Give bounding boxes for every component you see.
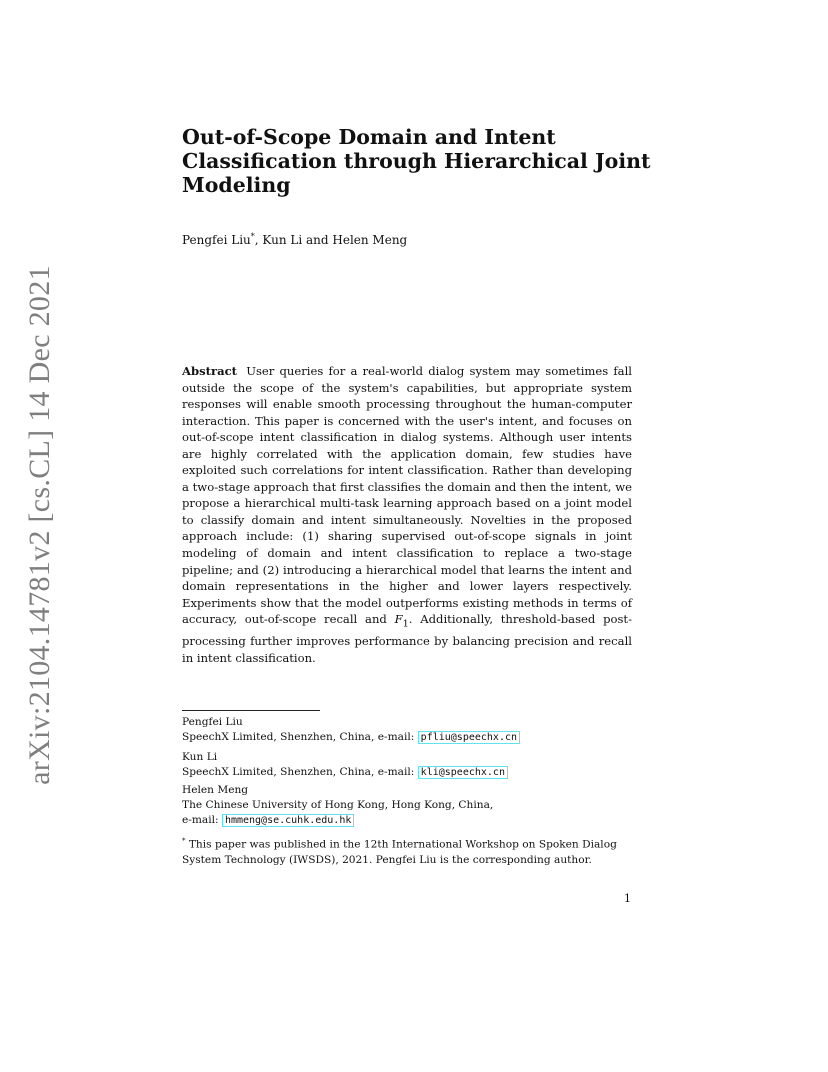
affiliation-2 [182,750,508,780]
page-number: 1 [624,892,631,905]
paper-title: Out-of-Scope Domain and Intent Classification through Hierarchical Joint Modeling [182,125,651,197]
affiliation-org: SpeechX Limited, Shenzhen, China, e-mail: [182,731,418,743]
affiliation-email-line [182,813,493,828]
footnote [182,834,634,868]
affiliation-name: Helen Meng [182,784,249,796]
affiliation-org: The Chinese University of Hong Kong, Hong Kong, China, [182,799,494,811]
footnote-mark: * [182,837,186,845]
affiliation-org-line [182,730,520,745]
affiliation-org: SpeechX Limited, Shenzhen, China, e-mail: [182,766,418,778]
abstract-label: Abstract [182,364,238,378]
author-list [182,229,407,248]
email-link[interactable]: pfliu@speechx.cn [418,731,520,744]
affiliation-name: Pengfei Liu [182,716,243,728]
affiliation-name: Kun Li [182,751,218,763]
abstract-text-end: . Additionally, threshold-based post-processing further improves performance by balancing precision and recall in intent classification. [182,612,632,665]
footnote-rule [182,710,320,711]
arxiv-stamp [18,265,62,785]
abstract [182,363,632,666]
corresponding-mark: * [250,232,255,241]
affiliation-3 [182,783,493,828]
f1-symbol: F [394,612,403,627]
abstract-text: User queries for a real-world dialog system may sometimes fall outside the scope of the system's capabilities, but appropriate system responses will enable smooth processing throughout the human-computer interaction. This paper is concerned with the user's intent, and focuses on out-of-scope intent classification in dialog systems. Although user intents are highly correlated with the application domain, few studies have exploited such correlations for intent classification. Rather than developing a two-stage approach that first classifies the domain and then the intent, we propose a hierarchical multi-task learning approach based on a joint model to classify domain and intent simultaneously. Novelties in the proposed approach include: (1) sharing supervised out-of-scope signals in joint modeling of domain and intent classification to replace a two-stage pipeline; and (2) introducing a hierarchical model that learns the intent and domain representations in the higher and lower layers respectively. Experiments show that the model outperforms existing methods in terms of accuracy, out-of-scope recall and [182,364,632,627]
email-prefix: e-mail: [182,814,222,826]
footnote-text: This paper was published in the 12th International Workshop on Spoken Dialog System Technology (IWSDS), 2021. Pengfei Liu is the corresponding author. [182,838,617,866]
author-name: Pengfei Liu [182,233,251,247]
affiliation-org-line [182,765,508,780]
email-link[interactable]: hmmeng@se.cuhk.edu.hk [222,814,354,827]
affiliation-1 [182,715,520,745]
email-link[interactable]: kli@speechx.cn [418,766,508,779]
arxiv-stamp-text: arXiv:2104.14781v2 [cs.CL] 14 Dec 2021 [23,265,56,785]
author-names-rest: , Kun Li and Helen Meng [254,233,408,247]
f1-subscript: 1 [402,618,409,630]
